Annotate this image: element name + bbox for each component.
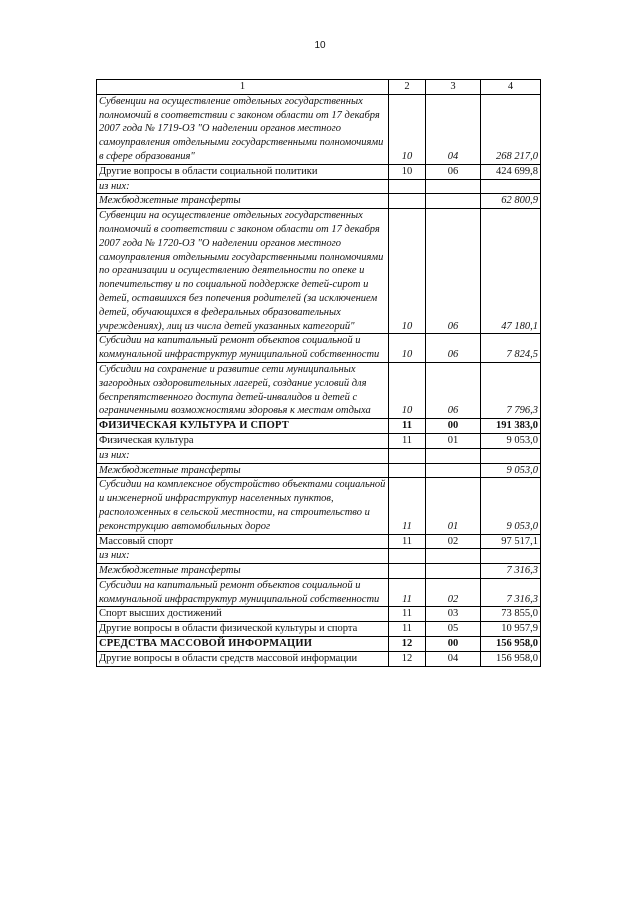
table-row — [97, 362, 541, 418]
table-row — [97, 334, 541, 363]
row-section: 11 — [389, 419, 426, 434]
row-name: из них: — [97, 549, 389, 564]
row-name: СРЕДСТВА МАССОВОЙ ИНФОРМАЦИИ — [97, 637, 389, 652]
row-section — [389, 564, 426, 579]
row-section: 10 — [389, 209, 426, 334]
table-row — [97, 94, 541, 164]
row-name: Субвенции на осуществление отдельных государственных полномочий в соответствии с законом области от 17 декабря 2007 года № 1720-ОЗ "О наделении органов местного самоуправления отдельными государственными полномочиями по организации и осуществлению деятельности по опеке и попечительству и по социальной поддержке детей-сирот и детей, оставшихся без попечения родителей (за исключением детей, обучающихся в федеральных образовательных учреждениях), лиц из числа детей указанных категорий" — [97, 209, 389, 334]
row-section: 11 — [389, 622, 426, 637]
row-subsection: 00 — [426, 419, 481, 434]
row-subsection: 02 — [426, 578, 481, 607]
row-subsection: 06 — [426, 209, 481, 334]
row-subsection — [426, 549, 481, 564]
row-subsection — [426, 194, 481, 209]
row-amount: 156 958,0 — [481, 651, 541, 666]
table-row — [97, 179, 541, 194]
table-row — [97, 209, 541, 334]
row-name: Физическая культура — [97, 433, 389, 448]
row-name: ФИЗИЧЕСКАЯ КУЛЬТУРА И СПОРТ — [97, 419, 389, 434]
table-row — [97, 194, 541, 209]
row-amount: 7 824,5 — [481, 334, 541, 363]
row-name: Субсидии на комплексное обустройство объектами социальной и инженерной инфраструктур населенных пунктов, расположенных в сельской местности, на строительство и реконструкцию автомобильных дорог — [97, 478, 389, 534]
row-name: Межбюджетные трансферты — [97, 564, 389, 579]
table-row — [97, 549, 541, 564]
row-amount — [481, 549, 541, 564]
budget-table — [96, 79, 541, 667]
row-amount: 47 180,1 — [481, 209, 541, 334]
row-name: Субсидии на капитальный ремонт объектов социальной и коммунальной инфраструктур муниципальной собственности — [97, 334, 389, 363]
row-amount: 156 958,0 — [481, 637, 541, 652]
header-col-1: 1 — [97, 80, 389, 95]
row-section — [389, 549, 426, 564]
row-subsection: 06 — [426, 164, 481, 179]
row-section: 10 — [389, 164, 426, 179]
row-section: 11 — [389, 534, 426, 549]
row-name: Спорт высших достижений — [97, 607, 389, 622]
row-name: Межбюджетные трансферты — [97, 194, 389, 209]
row-section — [389, 194, 426, 209]
table-row — [97, 578, 541, 607]
row-amount: 268 217,0 — [481, 94, 541, 164]
row-section: 10 — [389, 362, 426, 418]
table-row — [97, 622, 541, 637]
row-name: из них: — [97, 179, 389, 194]
row-subsection — [426, 179, 481, 194]
row-subsection: 01 — [426, 433, 481, 448]
row-amount: 9 053,0 — [481, 463, 541, 478]
table-row — [97, 651, 541, 666]
row-name: Другие вопросы в области средств массовой информации — [97, 651, 389, 666]
page-number: 10 — [314, 40, 326, 51]
table-row — [97, 478, 541, 534]
row-amount: 7 316,3 — [481, 564, 541, 579]
row-subsection: 00 — [426, 637, 481, 652]
table-row — [97, 164, 541, 179]
header-col-4: 4 — [481, 80, 541, 95]
table-row — [97, 433, 541, 448]
row-subsection: 05 — [426, 622, 481, 637]
row-amount: 62 800,9 — [481, 194, 541, 209]
header-row — [97, 80, 541, 95]
table-row — [97, 419, 541, 434]
table-row — [97, 448, 541, 463]
row-subsection: 01 — [426, 478, 481, 534]
row-name: Межбюджетные трансферты — [97, 463, 389, 478]
row-amount — [481, 179, 541, 194]
table-row — [97, 607, 541, 622]
table-row — [97, 637, 541, 652]
row-subsection: 03 — [426, 607, 481, 622]
header-col-2: 2 — [389, 80, 426, 95]
header-col-3: 3 — [426, 80, 481, 95]
row-amount: 97 517,1 — [481, 534, 541, 549]
row-subsection: 02 — [426, 534, 481, 549]
row-name: Другие вопросы в области социальной политики — [97, 164, 389, 179]
row-subsection: 04 — [426, 94, 481, 164]
row-name: Субсидии на капитальный ремонт объектов социальной и коммунальной инфраструктур муниципальной собственности — [97, 578, 389, 607]
row-name: Субвенции на осуществление отдельных государственных полномочий в соответствии с законом области от 17 декабря 2007 года № 1719-ОЗ "О наделении органов местного самоуправления отдельными государственными полномочиями в сфере образования" — [97, 94, 389, 164]
row-section: 11 — [389, 478, 426, 534]
row-amount — [481, 448, 541, 463]
row-subsection — [426, 463, 481, 478]
row-subsection: 06 — [426, 334, 481, 363]
row-subsection — [426, 448, 481, 463]
row-name: Массовый спорт — [97, 534, 389, 549]
row-section: 11 — [389, 578, 426, 607]
row-subsection — [426, 564, 481, 579]
row-section — [389, 179, 426, 194]
row-section: 10 — [389, 334, 426, 363]
row-section — [389, 463, 426, 478]
table-row — [97, 534, 541, 549]
row-amount: 7 796,3 — [481, 362, 541, 418]
row-amount: 10 957,9 — [481, 622, 541, 637]
row-name: Другие вопросы в области физической культуры и спорта — [97, 622, 389, 637]
row-amount: 7 316,3 — [481, 578, 541, 607]
row-name: из них: — [97, 448, 389, 463]
row-section — [389, 448, 426, 463]
row-amount: 424 699,8 — [481, 164, 541, 179]
row-section: 10 — [389, 94, 426, 164]
row-amount: 191 383,0 — [481, 419, 541, 434]
row-amount: 9 053,0 — [481, 478, 541, 534]
row-section: 12 — [389, 637, 426, 652]
table-row — [97, 463, 541, 478]
row-subsection: 06 — [426, 362, 481, 418]
row-section: 11 — [389, 607, 426, 622]
row-section: 12 — [389, 651, 426, 666]
row-amount: 9 053,0 — [481, 433, 541, 448]
row-amount: 73 855,0 — [481, 607, 541, 622]
table-row — [97, 564, 541, 579]
row-section: 11 — [389, 433, 426, 448]
row-name: Субсидии на сохранение и развитие сети муниципальных загородных оздоровительных лагерей, создание условий для беспрепятственного доступа детей-инвалидов и детей с ограниченными возможностями здоровья к местам отдыха — [97, 362, 389, 418]
row-subsection: 04 — [426, 651, 481, 666]
